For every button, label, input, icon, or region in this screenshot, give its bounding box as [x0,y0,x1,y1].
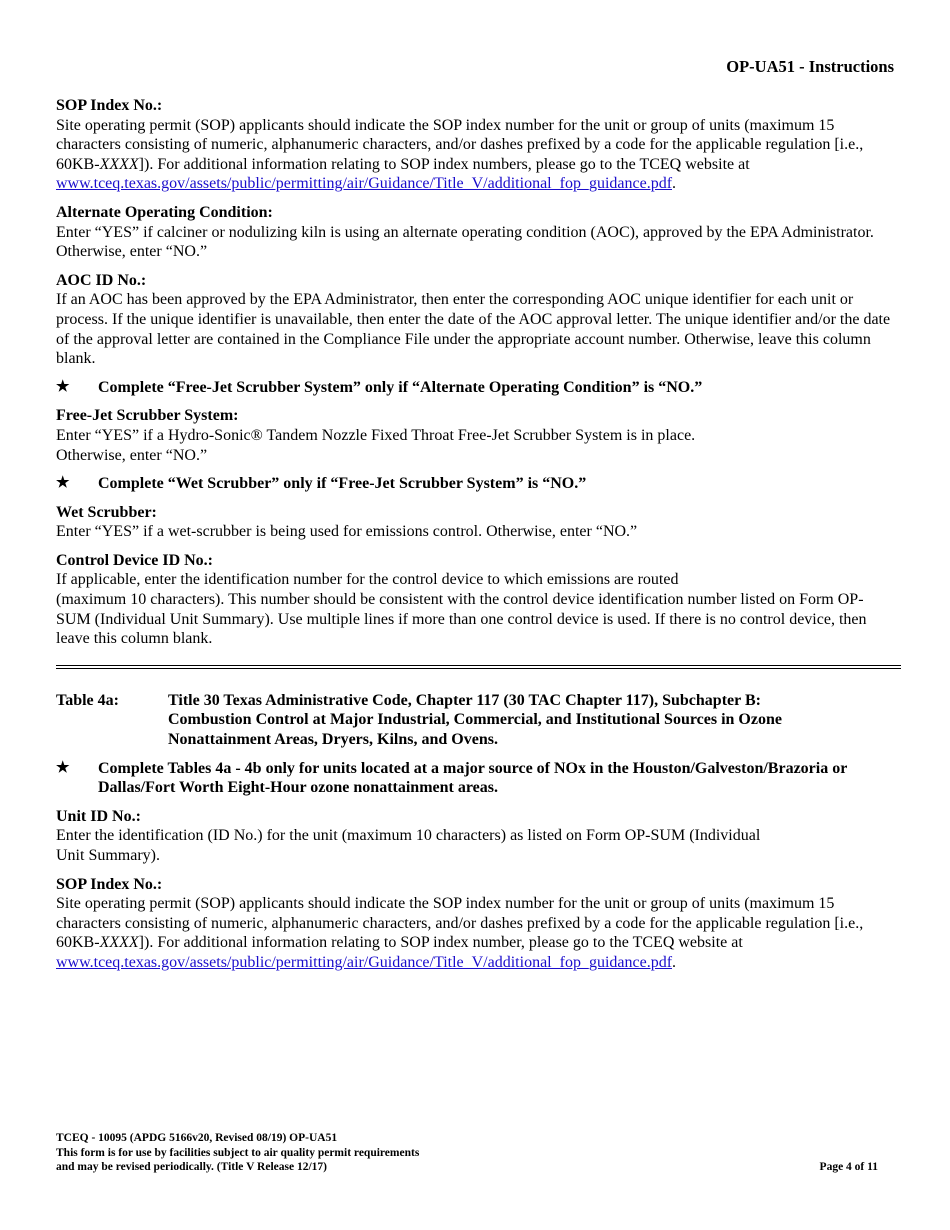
free-jet-heading: Free-Jet Scrubber System: [56,407,239,425]
aoc-id-heading: AOC ID No.: [56,271,147,289]
fop-guidance-link-2[interactable]: www.tceq.texas.gov/assets/public/permitting/air/Guidance/Title_V/additional_fop_guidance.pdf [56,953,673,971]
sop-index-heading: SOP Index No.: [56,97,163,114]
note-wet-scrubber-text: Complete “Wet Scrubber” only if “Free-Jet Scrubber System” is “NO.” [98,475,587,493]
control-device-line2: (maximum 10 characters). This number should be consistent with the control device identification number listed on Form OP-SUM (Individual Unit Summary). Use multiple lines if more than one control device is used. If there is no control device, then leave this column blank. [56,591,867,648]
aoc-section [56,203,894,262]
star-icon: ★ [56,759,70,776]
sop-index-section-2 [56,875,894,973]
control-device-line1: If applicable, enter the identification number for the control device to which emissions are routed [56,571,679,589]
sop-index-heading-2: SOP Index No.: [56,875,163,893]
footer-usage-note: This form is for use by facilities subject to air quality permit requirements [56,1146,420,1159]
free-jet-section [56,406,894,465]
note-free-jet-text: Complete “Free-Jet Scrubber System” only if “Alternate Operating Condition” is “NO.” [98,378,703,396]
wet-scrubber-heading: Wet Scrubber: [56,503,157,521]
wet-scrubber-text: Enter “YES” if a wet-scrubber is being used for emissions control. Otherwise, enter “NO.” [56,523,638,541]
page-number: Page 4 of 11 [819,1161,878,1173]
control-device-heading: Control Device ID No.: [56,551,214,569]
unit-id-heading: Unit ID No.: [56,807,141,825]
table-4a-heading [56,691,894,750]
section-divider [56,665,901,669]
aoc-id-text: If an AOC has been approved by the EPA Administrator, then enter the corresponding AOC unique identifier for each unit or process. If the unique identifier is unavailable, then enter the date of the AOC approval letter. The unique identifier and/or the date of the approval letter are contained in the Compliance File under the appropriate account number. Otherwise, leave this column blank. [56,291,891,368]
instructions-body [56,96,894,982]
sop-index-text: Site operating permit (SOP) applicants should indicate the SOP index number for the unit or group of units (maximum 15 characters consisting of numeric, alphanumeric characters, and/or dashes prefixed by a code for the applicable regulation [i.e., 60KB-XXXX]). For additional information relating to SOP index numbers, please go to the TCEQ website at www.tceq.texas.gov/assets/public/permitting/air/Guidance/Title_V/additional_fop_guidance.pdf. [56,116,864,193]
sop-index-section [56,96,894,194]
star-icon: ★ [56,378,70,395]
star-icon: ★ [56,475,70,492]
page-header-title: OP-UA51 - Instructions [726,57,894,76]
fop-guidance-link[interactable]: www.tceq.texas.gov/assets/public/permitting/air/Guidance/Title_V/additional_fop_guidance.pdf [56,175,673,193]
note-tables-text: Complete Tables 4a - 4b only for units located at a major source of NOx in the Houston/Galveston/Brazoria or Dallas/Fort Worth Eight-Hour ozone nonattainment areas. [98,759,848,797]
sop-index-text-2: Site operating permit (SOP) applicants should indicate the SOP index number for the unit or group of units (maximum 15 characters consisting of numeric, alphanumeric characters, and/or dashes prefixed by a code for the applicable regulation [i.e., 60KB-XXXX]). For additional information relating to SOP index number, please go to the TCEQ website at www.tceq.texas.gov/assets/public/permitting/air/Guidance/Title_V/additional_fop_guidance.pdf. [56,895,864,971]
note-tables-4a-4b [56,759,894,798]
document-page [56,0,894,1230]
unit-id-line1: Enter the identification (ID No.) for the unit (maximum 10 characters) as listed on Form OP-SUM (Individual [56,827,761,845]
free-jet-line1: Enter “YES” if a Hydro-Sonic® Tandem Nozzle Fixed Throat Free-Jet Scrubber System is in place. [56,426,696,444]
free-jet-line2: Otherwise, enter “NO.” [56,446,208,464]
footer-form-id: TCEQ - 10095 (APDG 5166v20, Revised 08/19) OP-UA51 [56,1132,338,1144]
aoc-heading: Alternate Operating Condition: [56,203,273,221]
table-4a-title: Title 30 Texas Administrative Code, Chapter 117 (30 TAC Chapter 117), Subchapter B: Combustion Control at Major Industrial, Commercial, and Institutional Sources in Ozone Nonattainment Areas, Dryers, Kilns, and Ovens. [168,691,782,749]
control-device-section [56,551,894,649]
unit-id-line2: Unit Summary). [56,847,160,864]
footer-revision-note: and may be revised periodically. (Title V Release 12/17) [56,1161,327,1173]
aoc-id-section [56,271,894,369]
unit-id-section [56,807,894,866]
wet-scrubber-section [56,503,894,542]
page-footer [56,1131,878,1175]
aoc-text: Enter “YES” if calciner or nodulizing kiln is using an alternate operating condition (AOC), approved by the EPA Administrator. Otherwise, enter “NO.” [56,223,874,261]
table-4a-label: Table 4a: [56,691,119,709]
note-wet-scrubber [56,474,894,494]
note-free-jet [56,378,894,398]
